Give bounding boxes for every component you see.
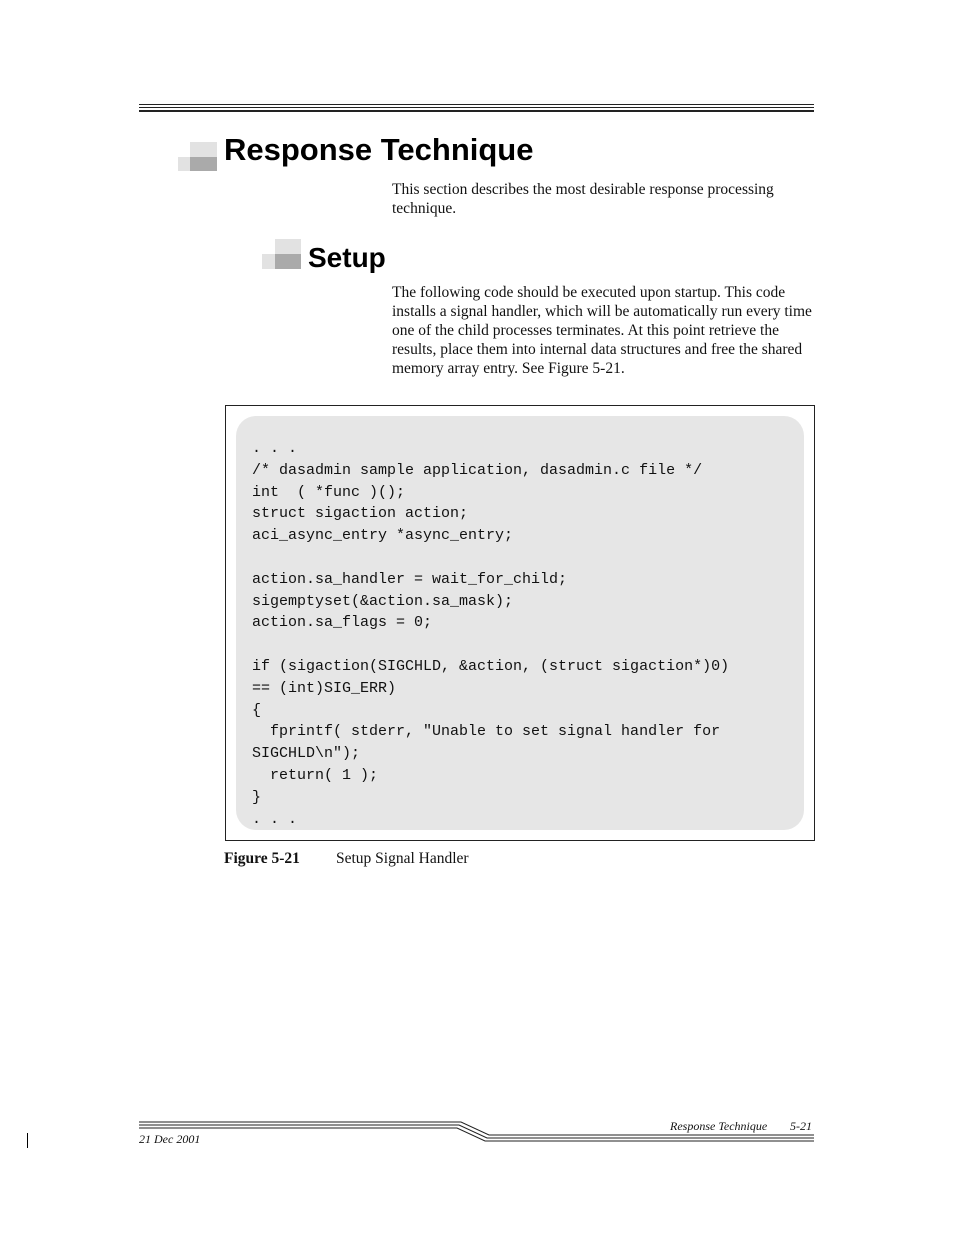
section-title: Response Technique [224, 132, 534, 167]
figure-caption [224, 849, 469, 869]
change-bar [27, 1133, 28, 1148]
header-rule [139, 104, 814, 112]
code-block [236, 416, 804, 830]
footer-date: 21 Dec 2001 [139, 1132, 201, 1146]
subsection-body: The following code should be executed upon startup. This code installs a signal handler, which will be automatically run every time one of the child processes terminates. At this point retrieve the results, place them into internal data structures and free the shared memory array entry. See Figure 5-21. [392, 284, 812, 377]
figure-number: Figure 5-21 [224, 850, 300, 867]
footer-running-title: Response Technique [670, 1119, 768, 1133]
section-intro: This section describes the most desirable response processing technique. [392, 181, 774, 217]
subsection-title: Setup [308, 242, 386, 273]
heading-decoration-icon [178, 142, 218, 171]
figure-caption-text: Setup Signal Handler [336, 850, 469, 867]
subheading-decoration-icon [262, 239, 302, 269]
figure-frame [225, 405, 815, 841]
footer-page-number: 5-21 [790, 1119, 812, 1133]
code-listing: . . . /* dasadmin sample application, dasadmin.c file */ int ( *func )(); struct sigaction action; aci_async_entry *async_entry; action.sa_handler = wait_for_child; sigemptyset(&action.sa_mask); action.sa_flags = 0; if (sigaction(SIGCHLD, &action, (struct sigaction*)0) == (int)SIG_ERR) { fprintf( stderr, "Unable to set signal handler for SIGCHLD\n"); return( 1 ); } . . . [252, 440, 730, 828]
